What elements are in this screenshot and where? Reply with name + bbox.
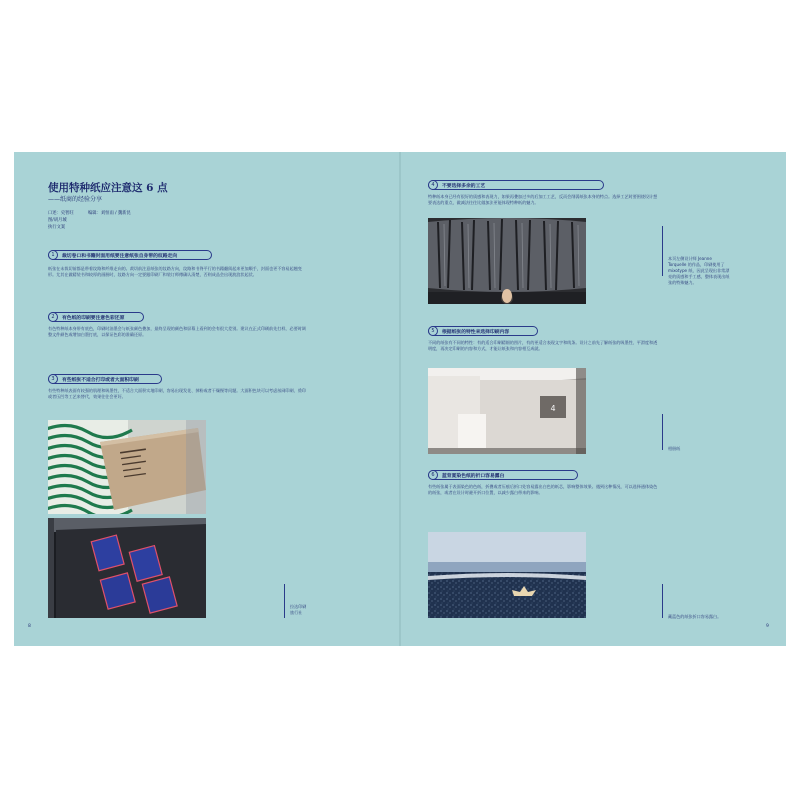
section-body-2: 有色特种纸本身带有底色，印刷时油墨会与纸张颜色叠加，最终呈现的颜色和屏幕上看到的会有很大差别。建议在正式印刷前先打样，必要时调整文件颜色或增加白墨打底，以保证色彩的准确还原。 [48,326,306,338]
photo-blue-cards [48,518,206,618]
section-number-5: 5 [428,326,438,336]
blue-fold-image [428,532,586,618]
section-number-6: 6 [428,470,438,480]
section-heading-5 [428,326,538,336]
article-subtitle: ——纸商的经验分享 [48,196,103,203]
section-heading-6-text: 蓝背夏染色纸的折口容易露白 [442,473,505,479]
side-rule-bottom [662,584,663,618]
room-booklet-image [428,368,586,454]
byline-editor: 编辑：刘恒雨 / 魏新昆 [88,211,131,216]
section-heading-2-text: 有色纸的印刷要注意色彩还原 [62,315,125,321]
section-number-4: 4 [428,180,438,190]
section-heading-1 [48,250,212,260]
section-heading-6 [428,470,578,480]
section-body-3: 有些特种纸表面有较强的肌理和吸墨性，不适合大面积实地印刷，容易出现发花、掉粉或者干燥慢等问题。大面积色块可以考虑丝网印刷、烫印或者压凹等工艺来替代，效果往往会更好。 [48,388,306,400]
side-note-designer: 本页左侧设计师 Jeanne Torquelle 的作品，印刷使用了 mixotype 纸，因此呈现出非常漂亮的质感和手工感，整体表现出纸张的特殊魅力。 [668,256,730,285]
section-number-3: 3 [48,374,58,384]
side-rule-mid [662,414,663,450]
side-rule-left [284,584,285,618]
photo-forest-print [428,218,586,304]
article-title: 使用特种纸应注意这 6 点 [48,182,168,194]
left-page [14,152,400,646]
section-body-4: 特种纸本身已经有很好的质感和表现力，如果再叠加过多的后加工工艺，反而会削弱纸张本身的特点。选择工艺时要围绕设计想要表达的重点，做减法往往比做加法更能体现特种纸的魅力。 [428,194,658,206]
section-body-1: 纸张在未裁切前都是带着纹路和纤维走向的。裁切前注意纸张的纹路方向，纹路和书脊平行的书籍翻阅起来更加顺手，封面也更不容易起翘变形。尤其在做精装书和较厚的画册时，纹路方向一定要跟印刷厂和装订师傅确认清楚，否则成品会出现波浪状起伏。 [48,266,302,278]
section-heading-4-text: 不要选择多余的工艺 [442,183,486,189]
business-cards-image [48,420,206,514]
section-body-6: 有些纸张属于表面染色的色纸，折叠或者压痕后折口处容易露出白色的纸芯，影响整体效果。遇到这种情况，可以选择通体染色的纸张，或者在设计时避开折口位置，以减少露白带来的影响。 [428,484,658,496]
right-page [400,152,786,646]
svg-text:4: 4 [550,404,556,413]
section-heading-3-text: 有些纸张不适合打印或者大面积印刷 [62,377,139,383]
section-number-2: 2 [48,312,58,322]
section-number-1: 1 [48,250,58,260]
byline-photo: 图/胡月城 [48,218,67,223]
section-heading-4 [428,180,604,190]
blue-cards-image [48,518,206,618]
section-heading-5-text: 根据纸张的特性来选择印刷内容 [442,329,510,335]
forest-print-image [428,218,586,304]
page-number-left: 8 [28,624,31,629]
section-body-5: 不同的纸张有不同的特性：有的适合印刷精细的图片，有的更适合表现文字和线条。设计之前先了解纸张的吸墨性、平滑度和透明度，再决定印刷的内容和方式，才能让纸张和内容相互成就。 [428,340,658,352]
book-spread [14,152,786,646]
section-heading-2 [48,312,144,322]
photo-room-booklet [428,368,586,454]
byline-copy: 执行文案 [48,225,66,230]
side-note-album-paper: 相册纸 [668,446,681,451]
side-note-left-2: 旅行社 [290,610,303,615]
page-number-right: 9 [766,624,769,629]
side-rule-top [662,226,663,276]
section-heading-1-text: 裁切卷口和书籍封面用纸要注意纸张自身带的纹路走向 [62,253,178,259]
side-note-fold: 藏蓝色的纸张折口容易露白。 [668,614,722,619]
photo-business-cards [48,420,206,514]
byline-interview: 口述：史智旺 [48,211,74,216]
side-note-left-1: 拉达印刷 [290,604,307,609]
section-heading-3 [48,374,162,384]
photo-blue-fold [428,532,586,618]
